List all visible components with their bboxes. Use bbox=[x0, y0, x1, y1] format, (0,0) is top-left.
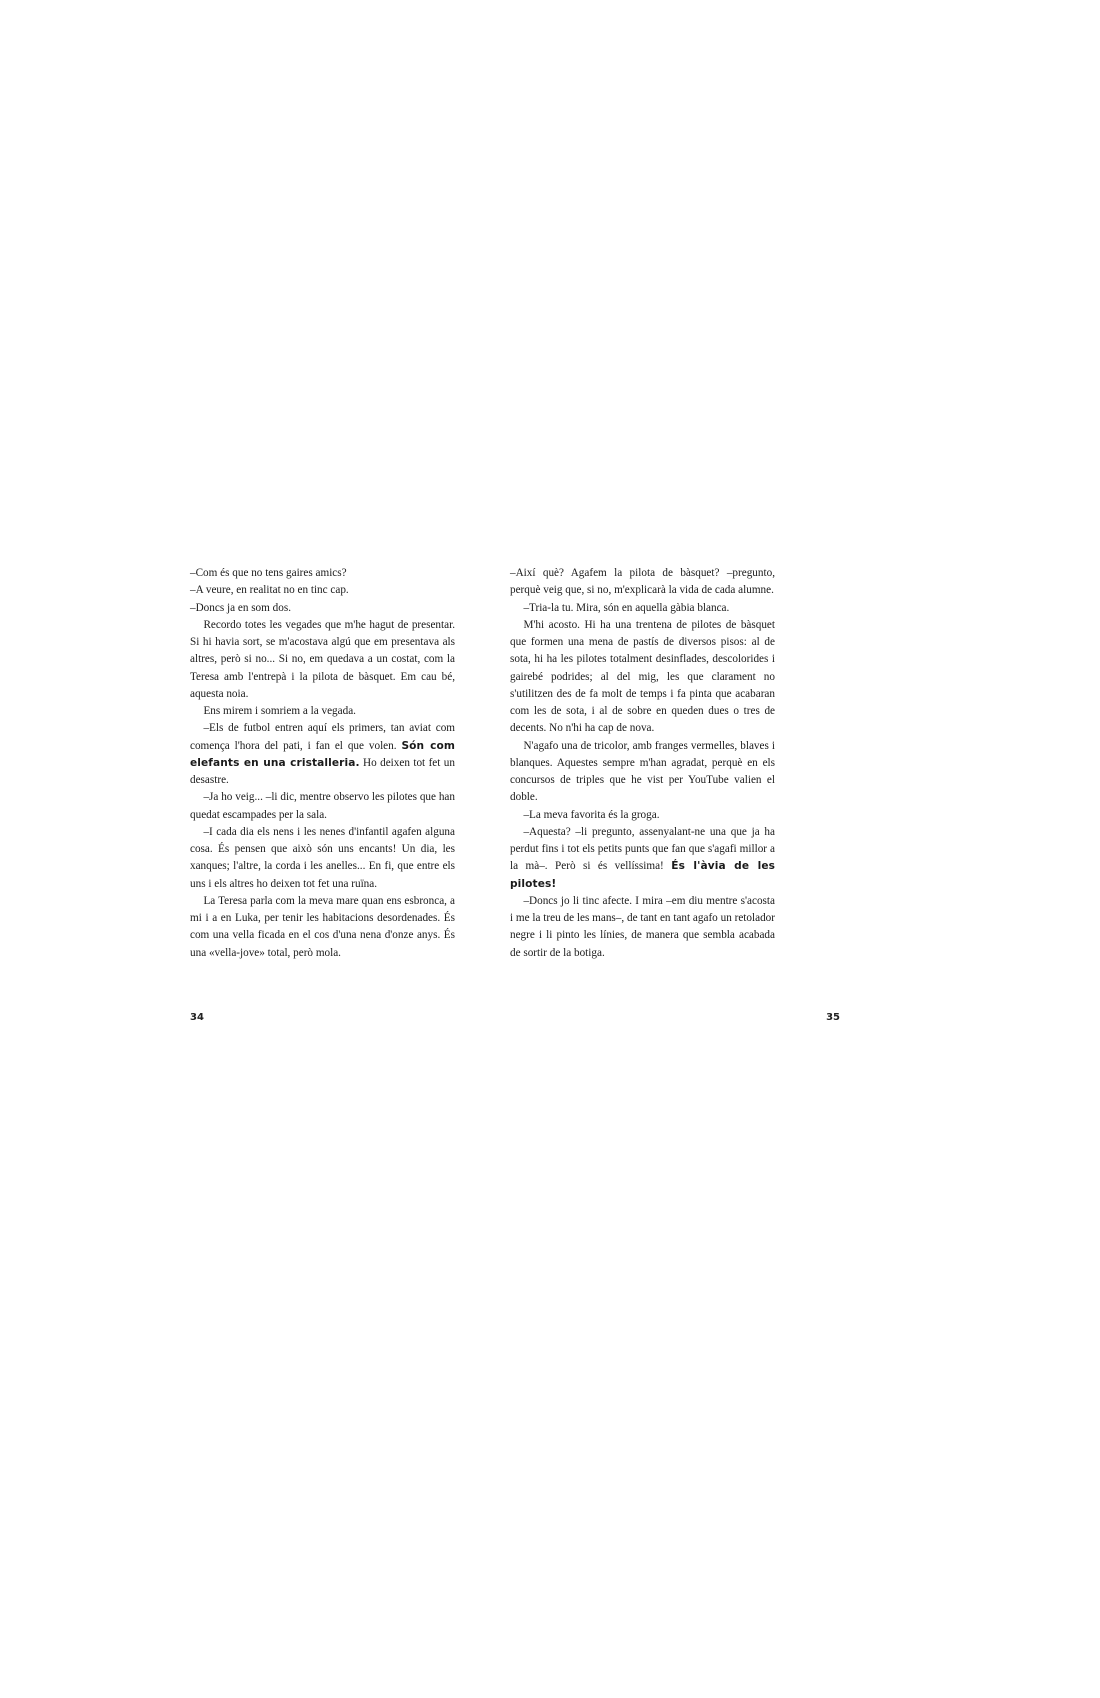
paragraph: –A veure, en realitat no en tinc cap. bbox=[190, 584, 349, 597]
right-page-column bbox=[510, 565, 775, 962]
paragraph: –Ja ho veig... –li dic, mentre observo les pilotes que han quedat escampades per la sala. bbox=[190, 791, 455, 821]
paragraph: –Així què? Agafem la pilota de bàsquet? –pregunto, perquè veig que, si no, m'explicarà la vida de cada alumne. bbox=[510, 567, 775, 597]
paragraph: –Tria-la tu. Mira, són en aquella gàbia blanca. bbox=[523, 601, 730, 614]
handwritten-emphasis: Són com elefants en una cristalleria. bbox=[190, 739, 455, 769]
page-numbers bbox=[190, 1012, 840, 1023]
text-columns bbox=[190, 565, 840, 962]
paragraph: N'agafo una de tricolor, amb franges vermelles, blaves i blanques. Aquestes sempre m'han agradat, perquè en els concursos de triples que he vist per YouTube valien el doble. bbox=[510, 739, 775, 804]
handwritten-emphasis: És l'àvia de les pilotes! bbox=[510, 860, 776, 890]
paragraph: Recordo totes les vegades que m'he hagut de presentar. Si hi havia sort, se m'acostava algú que em presentava als altres, però si no... Si no, em quedava a un costat, com la Teresa amb l'entrepà i la pilota de bàsquet. Em cau bé, aquesta noia. bbox=[190, 618, 455, 700]
paragraph: Ens mirem i somriem a la vegada. bbox=[203, 705, 356, 717]
paragraph: –Doncs jo li tinc afecte. I mira –em diu mentre s'acosta i me la treu de les mans–, de tant en tant agafo un retolador negre i li pinto les línies, de manera que sembla acabada de sortir de la botiga. bbox=[510, 894, 775, 959]
paragraph-with-emphasis: –Aquesta? –li pregunto, assenyalant-ne una que ja ha perdut fins i tot els petits punts que fan que s'agafi millor a la mà–. Però si és vellíssima! És l'àvia de les pilotes! bbox=[510, 825, 776, 890]
paragraph: –Doncs ja en som dos. bbox=[190, 601, 291, 614]
folio-right: 35 bbox=[826, 1012, 840, 1023]
folio-left: 34 bbox=[190, 1012, 204, 1023]
paragraph: –Com és que no tens gaires amics? bbox=[190, 567, 347, 579]
paragraph: M'hi acosto. Hi ha una trentena de pilotes de bàsquet que formen una mena de pastís de diversos pisos: al de sota, hi ha les pilotes totalment desinflades, descolorides i gairebé podrides; al del mig, les que clarament no s'utilitzen des de fa molt de temps i fa pinta que acabaran com les de sota, i al de sobre en queden dues o tres de decents. No n'hi ha cap de nova. bbox=[510, 618, 775, 735]
paragraph: –La meva favorita és la groga. bbox=[523, 808, 660, 821]
paragraph: La Teresa parla com la meva mare quan ens esbronca, a mi i a en Luka, per tenir les habitacions desordenades. És com una vella ficada en el cos d'una nena d'onze anys. És una «vella-jove» total, però mola. bbox=[190, 894, 455, 959]
left-page-column bbox=[190, 565, 455, 962]
paragraph: –I cada dia els nens i les nenes d'infantil agafen alguna cosa. És pensen que això són uns encants! Un dia, les xanques; l'altre, la corda i les anelles... En fi, que entre els uns i els altres ho deixen tot fet una ruïna. bbox=[190, 825, 455, 890]
paragraph-with-emphasis: –Els de futbol entren aquí els primers, tan aviat com comença l'hora del pati, i fan el que volen. Són com elefants en una cristalleria. Ho deixen tot fet un desastre. bbox=[190, 722, 455, 786]
